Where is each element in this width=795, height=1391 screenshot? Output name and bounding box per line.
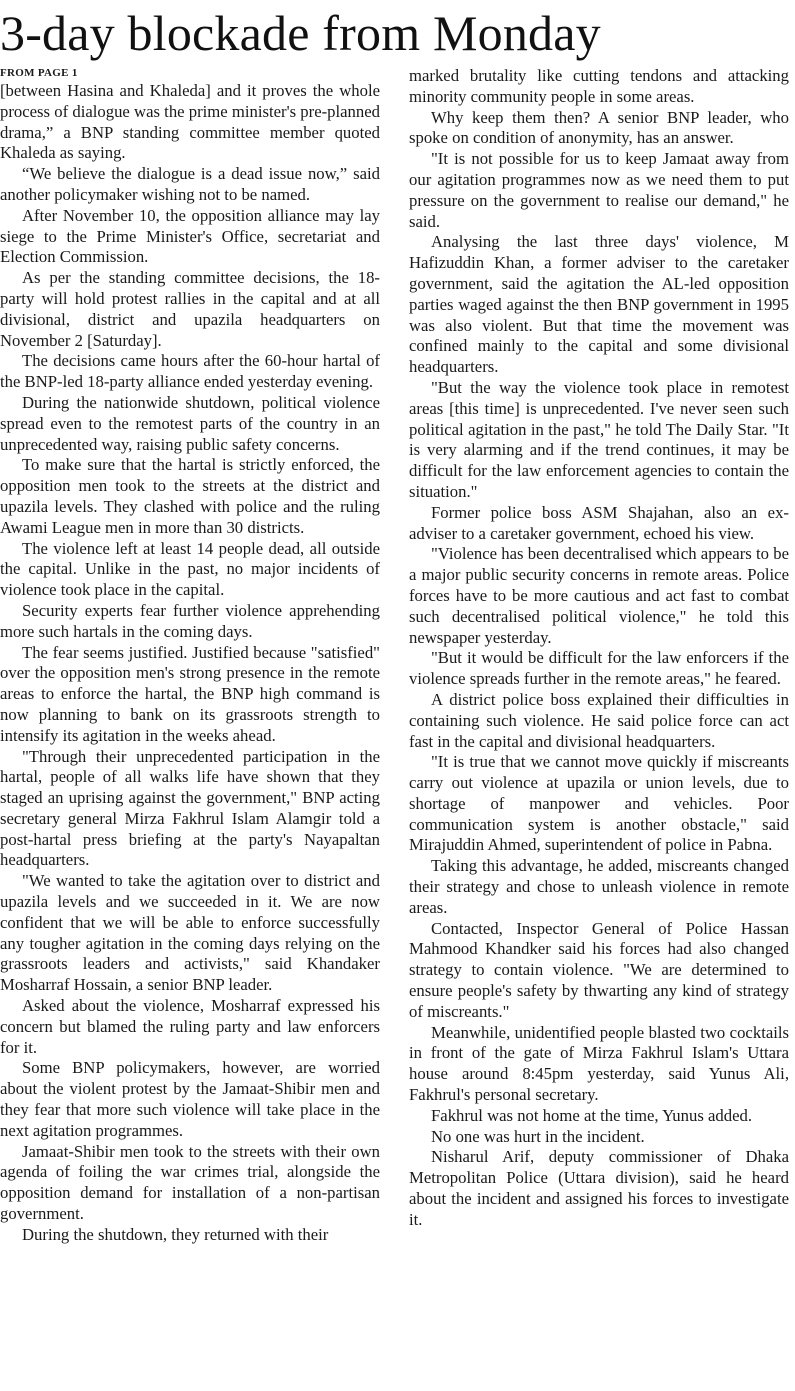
article-columns	[0, 66, 789, 1388]
paragraph: Analysing the last three days' violence, M Hafizuddin Khan, a former adviser to the caretaker government, said the agitation the AL-led opposition parties waged against the then BNP government in 1995 was also violent. But that time the movement was confined mainly to the capital and some divisional headquarters.	[409, 232, 789, 377]
paragraph: Meanwhile, unidentified people blasted two cocktails in front of the gate of Mirza Fakhrul Islam's Uttara house around 8:45pm yesterday, said Yunus Ali, Fakhrul's personal secretary.	[409, 1022, 789, 1105]
paragraph: Security experts fear further violence apprehending more such hartals in the coming days.	[0, 600, 380, 641]
paragraph: As per the standing committee decisions, the 18-party will hold protest rallies in the capital and at all divisional, district and upazila headquarters on November 2 [Saturday].	[0, 268, 380, 350]
dateline: FROM PAGE 1	[0, 67, 78, 79]
paragraph: During the nationwide shutdown, political violence spread even to the remotest parts of the country in an unprecedented way, raising public safety concerns.	[0, 392, 380, 454]
paragraph: Why keep them then? A senior BNP leader, who spoke on condition of anonymity, has an answer.	[409, 107, 789, 148]
paragraph: To make sure that the hartal is strictly enforced, the opposition men took to the streets at the district and upazila levels. They clashed with police and the ruling Awami League men in more than 30 districts.	[0, 455, 380, 537]
paragraph: "Through their unprecedented participation in the hartal, people of all walks life have shown that they staged an uprising against the government," BNP acting secretary general Mirza Fakhrul Islam Alamgir told a post-hartal press briefing at the party's Nayapaltan headquarters.	[0, 746, 380, 870]
paragraph: "Violence has been decentralised which appears to be a major public security concerns in remote areas. Police forces have to be more cautious and act fast to combat such decentralised political violence," he told this newspaper yesterday.	[409, 544, 789, 647]
paragraph: "We wanted to take the agitation over to district and upazila levels and we succeeded in it. We are now confident that we will be able to enforce successfully any tougher agitation in the coming days relying on the grassroots leaders and activists," said Khandaker Mosharraf Hossain, a senior BNP leader.	[0, 871, 380, 995]
right-column	[409, 66, 789, 1388]
left-column	[0, 66, 380, 1388]
paragraph: Some BNP policymakers, however, are worried about the violent protest by the Jamaat-Shibir men and they fear that more such violence will take place in the next agitation programmes.	[0, 1058, 380, 1140]
paragraph: marked brutality like cutting tendons and attacking minority community people in some areas.	[409, 66, 789, 106]
paragraph: "But it would be difficult for the law enforcers if the violence spreads further in the remote areas," he feared.	[409, 648, 789, 689]
paragraph: Contacted, Inspector General of Police Hassan Mahmood Khandker said his forces had also changed strategy to contain violence. "We are determined to ensure people's safety by thwarting any kind of strategy of miscreants."	[409, 918, 789, 1021]
paragraph: No one was hurt in the incident.	[431, 1126, 645, 1146]
paragraph: Former police boss ASM Shajahan, also an ex-adviser to a caretaker government, echoed his view.	[409, 502, 789, 543]
paragraph: A district police boss explained their difficulties in containing such violence. He said police force can act fast in the capital and divisional headquarters.	[409, 689, 789, 751]
headline: 3-day blockade from Monday	[0, 5, 601, 61]
paragraph: "It is true that we cannot move quickly if miscreants carry out violence at upazila or union levels, due to shortage of manpower and vehicles. Poor communication system is another obstacle," said Mirajuddin Ahmed, superintendent of police in Pabna.	[409, 752, 789, 855]
paragraph: The decisions came hours after the 60-hour hartal of the BNP-led 18-party alliance ended yesterday evening.	[0, 351, 380, 392]
paragraph: "It is not possible for us to keep Jamaat away from our agitation programmes now as we need them to put pressure on the government to realise our demand," he said.	[409, 149, 789, 231]
paragraph: Jamaat-Shibir men took to the streets with their own agenda of foiling the war crimes trial, alongside the opposition demand for installation of a non-partisan government.	[0, 1141, 380, 1224]
paragraph: Fakhrul was not home at the time, Yunus added.	[431, 1105, 753, 1125]
paragraph: After November 10, the opposition alliance may lay siege to the Prime Minister's Office, secretariat and Election Commission.	[0, 205, 380, 267]
paragraph: "But the way the violence took place in remotest areas [this time] is unprecedented. I've never seen such political agitation in the past," he told The Daily Star. "It is very alarming and if the trend continues, it may be difficult for the law enforcement agencies to contain the situation."	[409, 377, 789, 501]
paragraph: The violence left at least 14 people dead, all outside the capital. Unlike in the past, no major incidents of violence took place in the capital.	[0, 538, 380, 600]
paragraph: [between Hasina and Khaleda] and it proves the whole process of dialogue was the prime minister's pre-planned drama,” a BNP standing committee member quoted Khaleda as saying.	[0, 81, 380, 163]
paragraph: During the shutdown, they returned with their	[22, 1224, 329, 1244]
paragraph: Asked about the violence, Mosharraf expressed his concern but blamed the ruling party and law enforcers for it.	[0, 996, 380, 1057]
paragraph: Taking this advantage, he added, miscreants changed their strategy and chose to unleash violence in remote areas.	[409, 856, 789, 917]
paragraph: The fear seems justified. Justified because "satisfied" over the opposition men's strong presence in the remote areas to enforce the hartal, the BNP high command is now planning to bank on its grassroots strength to intensify its agitation in the weeks ahead.	[0, 642, 380, 745]
paragraph: Nisharul Arif, deputy commissioner of Dhaka Metropolitan Police (Uttara division), said he heard about the incident and assigned his forces to investigate it.	[409, 1147, 789, 1229]
paragraph: “We believe the dialogue is a dead issue now,” said another policymaker wishing not to be named.	[0, 164, 380, 204]
